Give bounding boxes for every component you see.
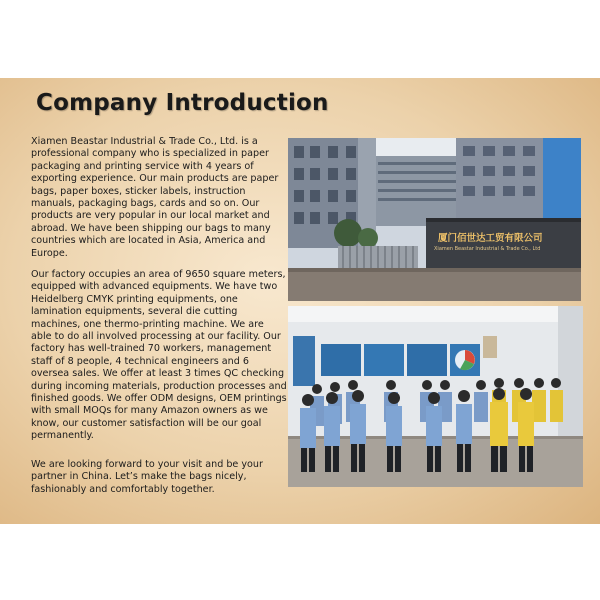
factory-sign-chinese: 厦门佰世达工贸有限公司 <box>438 233 543 244</box>
factory-building-photo <box>288 138 581 301</box>
slide-title: Company Introduction <box>36 90 329 116</box>
factory-sign-english: Xiamen Beastar Industrial & Trade Co., Ltd <box>434 246 541 252</box>
intro-paragraph: Xiamen Beastar Industrial & Trade Co., Ltd. is a professional company who is specialized in paper packaging and printing service with 4 years of exporting experience. Our main products are paper bags, paper boxes, sticker labels, instruction manuals, packaging bags, cards and so on. Our products are very popular in our local market and abroad. We have been shipping our bags to many countries which are located in Asia, America and Europe. <box>31 136 279 259</box>
staff-group-illustration <box>288 306 583 487</box>
company-intro-slide <box>0 78 600 524</box>
factory-building-illustration <box>288 138 581 301</box>
staff-group-photo <box>288 306 583 487</box>
closing-paragraph: We are looking forward to your visit and be your partner in China. Let’s make the bags nicely, fashionably and comfortably together. <box>31 459 263 495</box>
factory-paragraph: Our factory occupies an area of 9650 square meters, equipped with advanced equipments. We have two Heidelberg CMYK printing equipments, one lamination equipments, several die cutting machines, one thermo-printing machine. We are able to do all involved processing at our facility. Our factory has well-trained 70 workers, management staff of 8 people, 4 technical engineers and 6 oversea sales. We offer at least 3 times QC checking during incoming materials, production processes and finished goods. We offer ODM designs, OEM printings with small MOQs for many Amazon owners as we know, our customer satisfaction will be our goal permanently. <box>31 269 287 442</box>
